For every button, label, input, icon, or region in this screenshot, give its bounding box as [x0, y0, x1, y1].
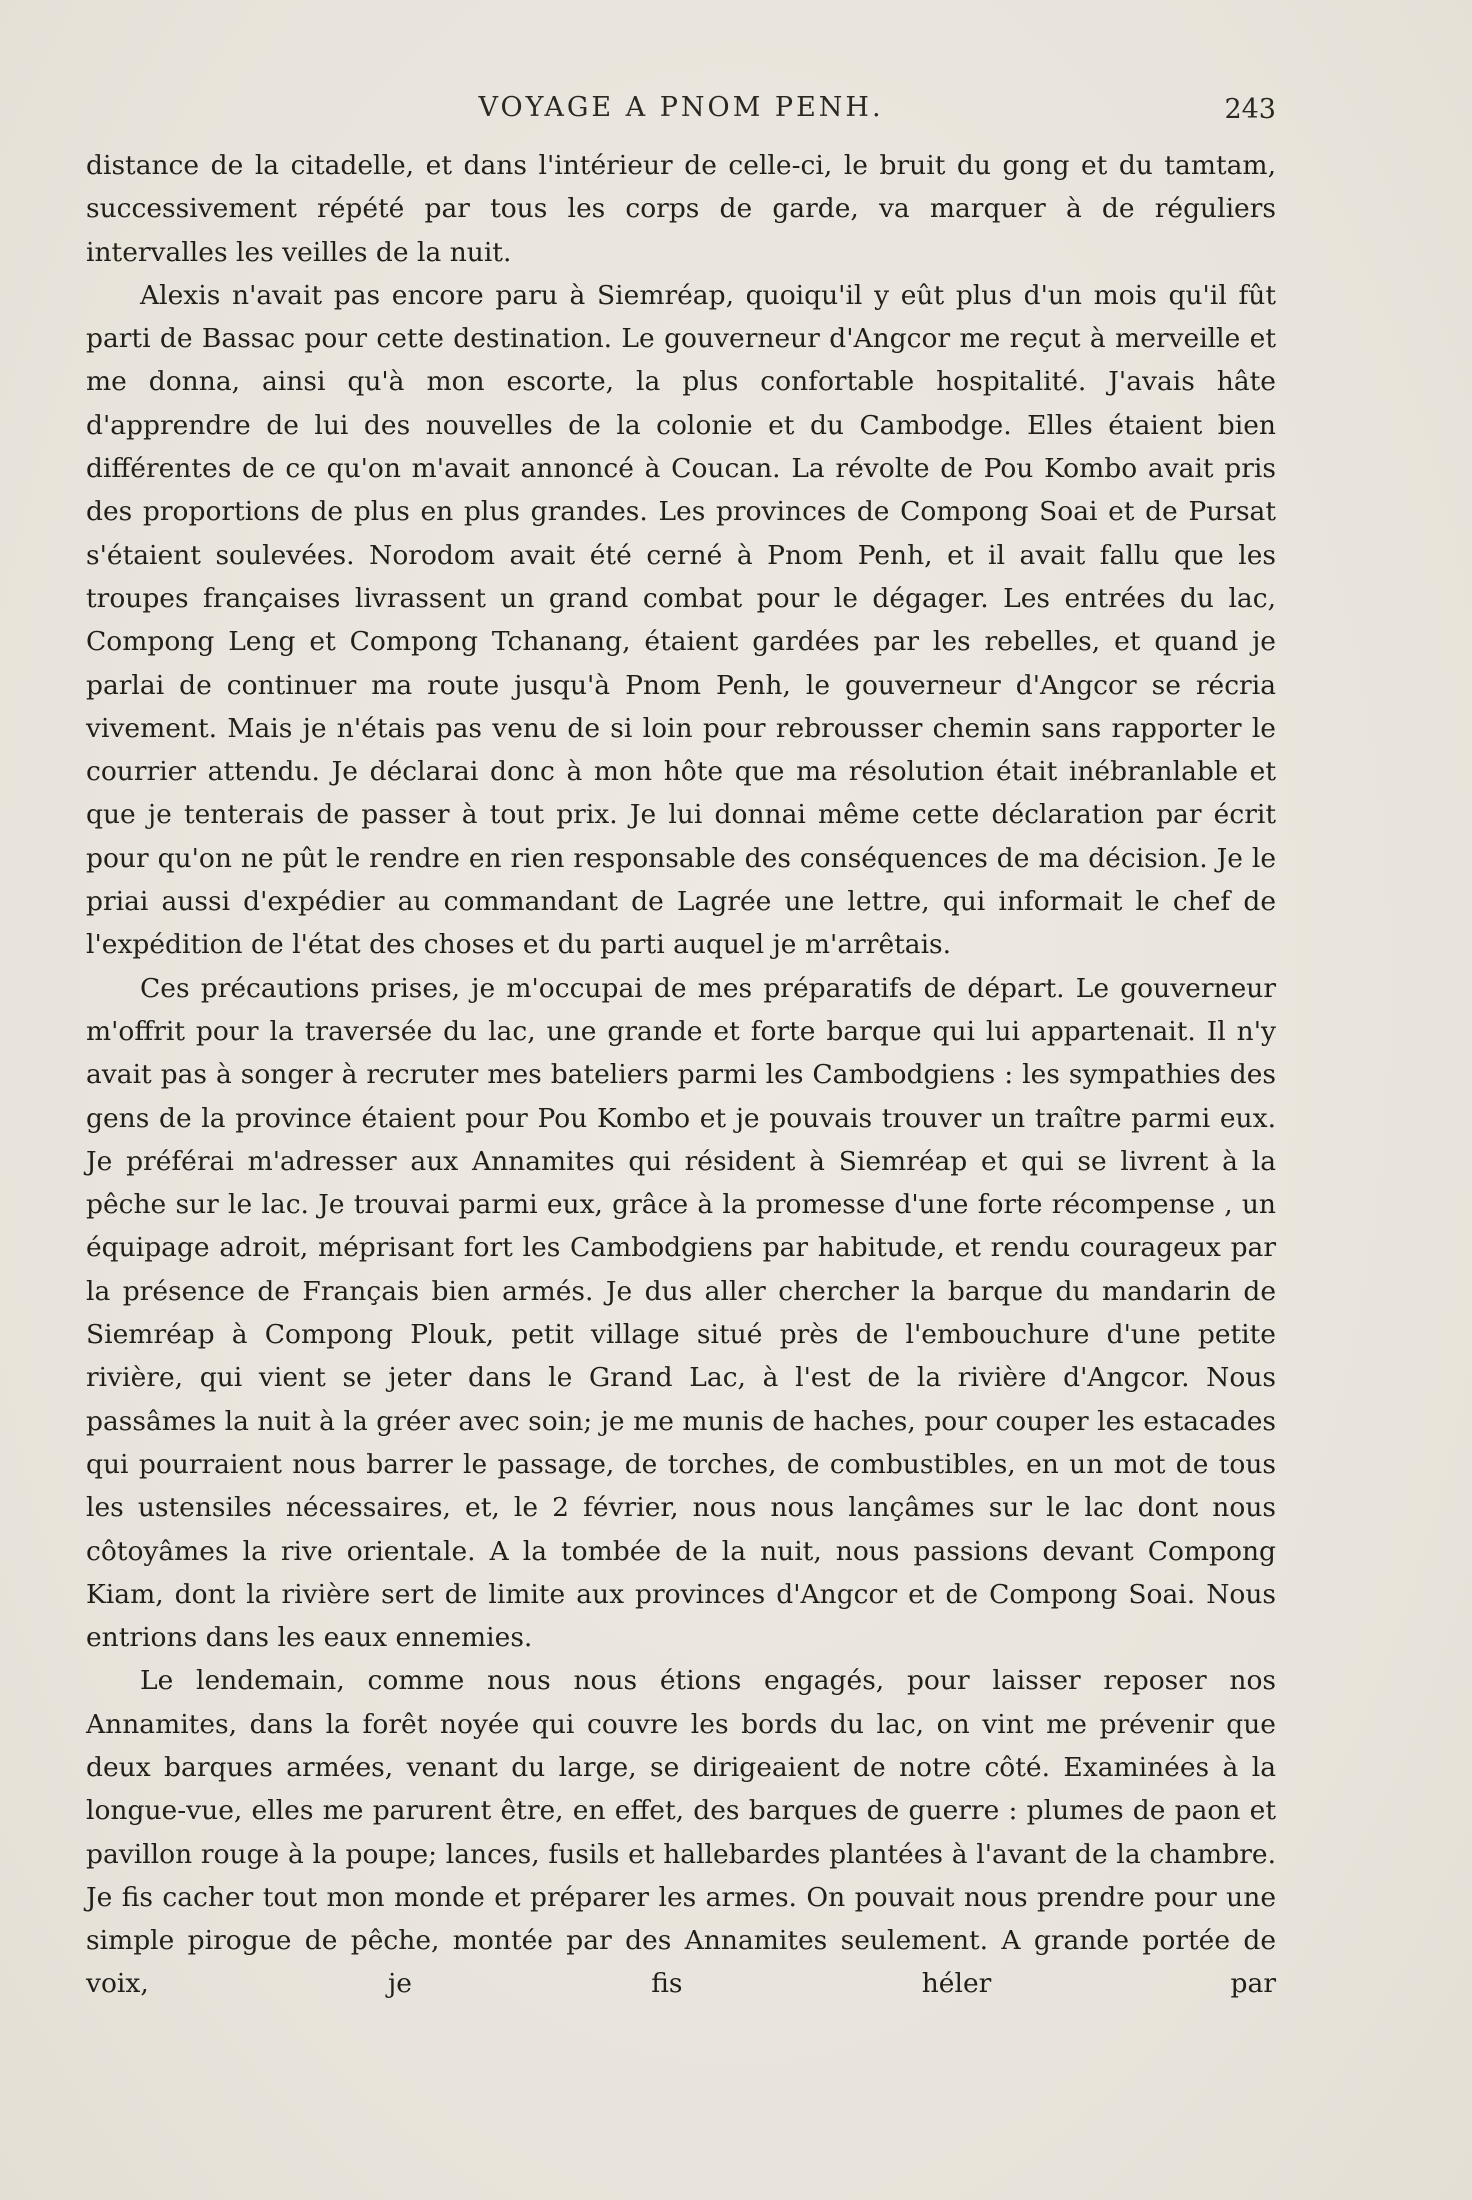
paragraph-4: Le lendemain, comme nous nous étions engagés, pour laisser reposer nos Annamites, dans la forêt noyée qui couvre les bords du lac, on vint me prévenir que deux barques armées, venant du large, se dirigeaient de notre côté. Examinées à la longue-vue, elles me parurent être, en effet, des barques de guerre : plumes de paon et pavillon rouge à la poupe; lances, fusils et hallebardes plantées à l'avant de la chambre. Je fis cacher tout mon monde et préparer les armes. On pouvait nous prendre pour une simple pirogue de pêche, montée par des Annamites seulement. A grande portée de voix, je fis héler par — [86, 1665, 1276, 2000]
running-title: VOYAGE A PNOM PENH. — [478, 92, 884, 123]
paragraph-1: distance de la citadelle, et dans l'intérieur de celle-ci, le bruit du gong et du tamtam, successivement répété par tous les corps de garde, va marquer à de réguliers intervalles les veilles de la nuit. — [86, 150, 1276, 268]
paragraph-3: Ces précautions prises, je m'occupai de mes préparatifs de départ. Le gouverneur m'offrit pour la traversée du lac, une grande et forte barque qui lui appartenait. Il n'y avait pas à songer à recruter mes bateliers parmi les Cambodgiens : les sympathies des gens de la province étaient pour Pou Kombo et je pouvais trouver un traître parmi eux. Je préférai m'adresser aux Annamites qui résident à Siemréap et qui se livrent à la pêche sur le lac. Je trouvai parmi eux, grâce à la promesse d'une forte récompense , un équipage adroit, méprisant fort les Cambodgiens par habitude, et rendu courageux par la présence de Français bien armés. Je dus aller chercher la barque du mandarin de Siemréap à Compong Plouk, petit village situé près de l'embouchure d'une petite rivière, qui vient se jeter dans le Grand Lac, à l'est de la rivière d'Angcor. Nous passâmes la nuit à la gréer avec soin; je me munis de haches, pour couper les estacades qui pourraient nous barrer le passage, de torches, de combustibles, en un mot de tous les ustensiles nécessaires, et, le 2 février, nous nous lançâmes sur le lac dont nous côtoyâmes la rive orientale. A la tombée de la nuit, nous passions devant Compong Kiam, dont la rivière sert de limite aux provinces d'Angcor et de Compong Soai. Nous entrions dans les eaux ennemies. — [86, 972, 1276, 1654]
body-text — [86, 144, 1276, 2006]
paragraph-2: Alexis n'avait pas encore paru à Siemréap, quoiqu'il y eût plus d'un mois qu'il fût parti de Bassac pour cette destination. Le gouverneur d'Angcor me reçut à merveille et me donna, ainsi qu'à mon escorte, la plus confortable hospitalité. J'avais hâte d'apprendre de lui des nouvelles de la colonie et du Cambodge. Elles étaient bien différentes de ce qu'on m'avait annoncé à Coucan. La révolte de Pou Kombo avait pris des proportions de plus en plus grandes. Les provinces de Compong Soai et de Pursat s'étaient soulevées. Norodom avait été cerné à Pnom Penh, et il avait fallu que les troupes françaises livrassent un grand combat pour le dégager. Les entrées du lac, Compong Leng et Compong Tchanang, étaient gardées par les rebelles, et quand je parlai de continuer ma route jusqu'à Pnom Penh, le gouverneur d'Angcor se récria vivement. Mais je n'étais pas venu de si loin pour rebrousser chemin sans rapporter le courrier attendu. Je déclarai donc à mon hôte que ma résolution était inébranlable et que je tenterais de passer à tout prix. Je lui donnai même cette déclaration par écrit pour qu'on ne pût le rendre en rien responsable des conséquences de ma décision. Je le priai aussi d'expédier au commandant de Lagrée une lettre, qui informait le chef de l'expédition de l'état des choses et du parti auquel je m'arrêtais. — [86, 279, 1276, 961]
page-header — [86, 92, 1276, 132]
page-number: 243 — [1224, 94, 1276, 125]
